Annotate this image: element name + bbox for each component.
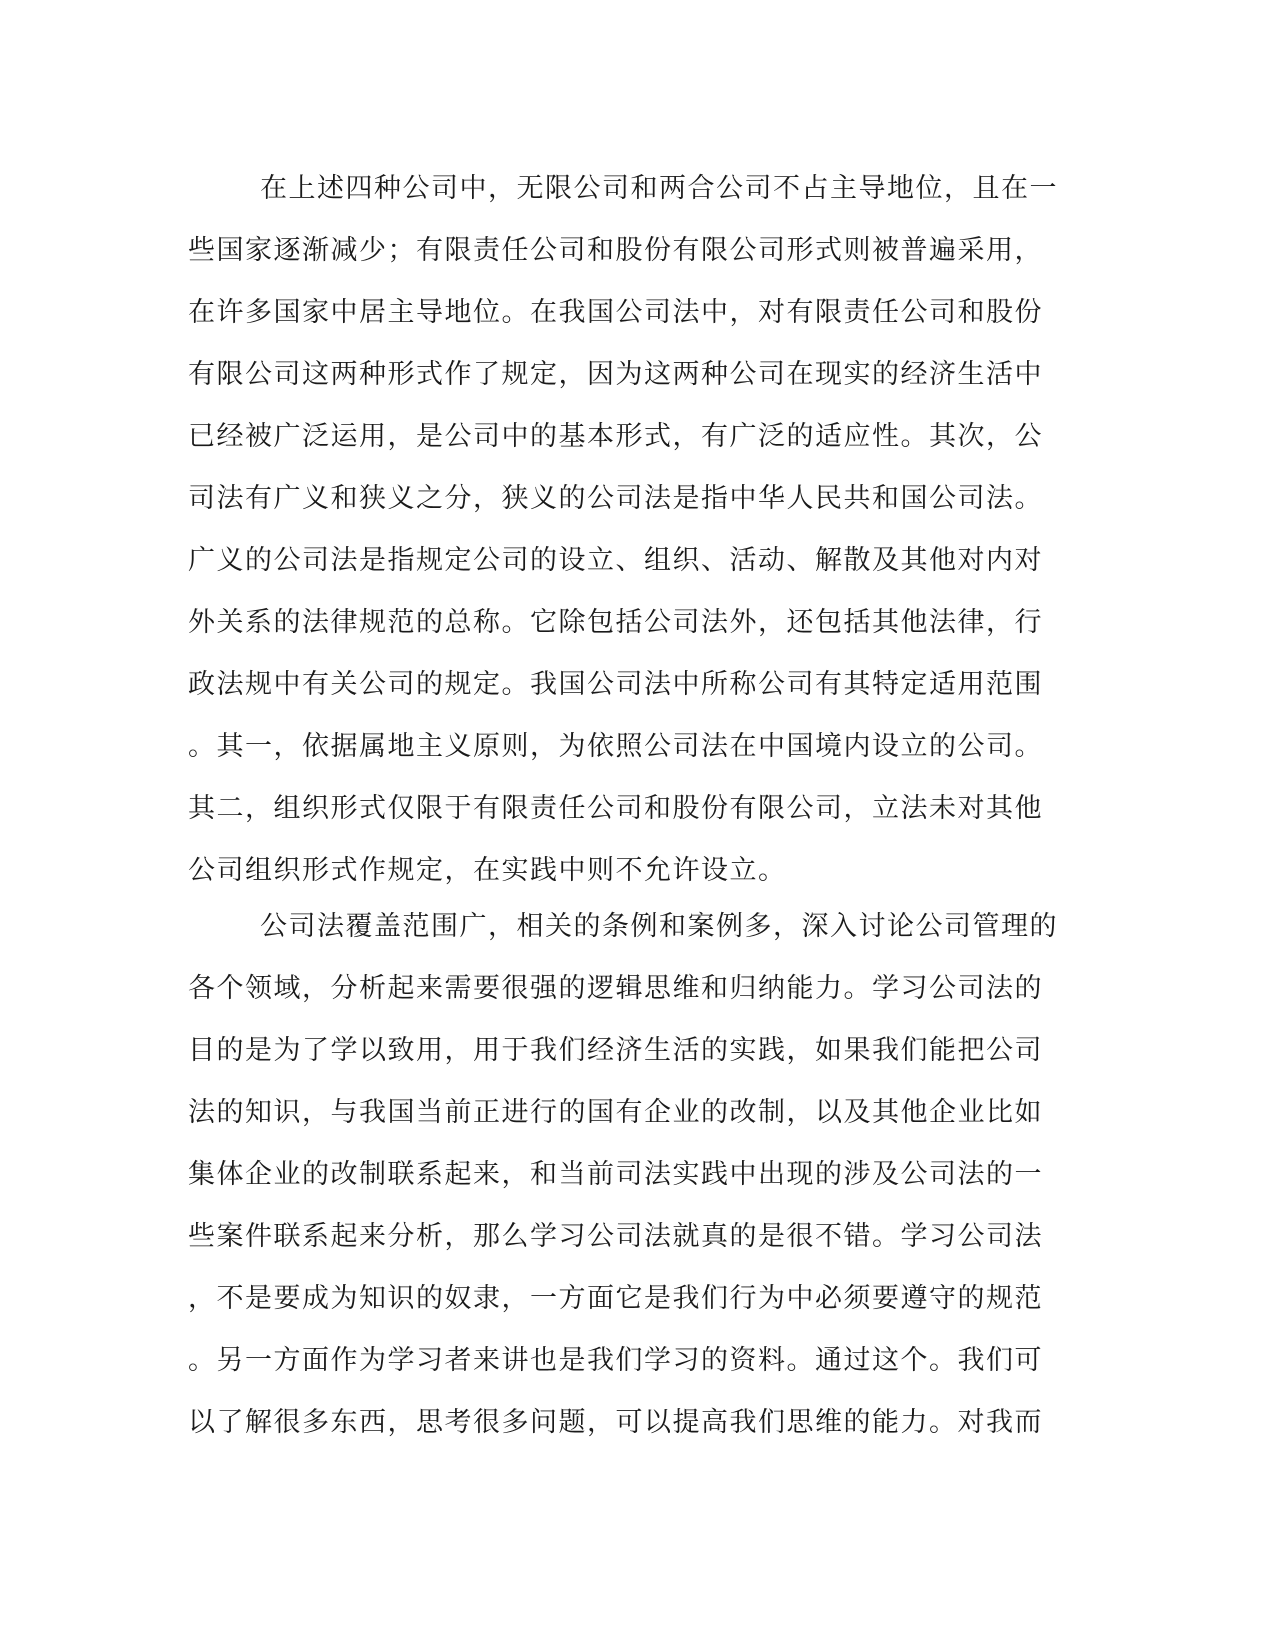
- text-line: 有限公司这两种形式作了规定，因为这两种公司在现实的经济生活中: [188, 359, 1043, 390]
- text-line: 政法规中有关公司的规定。我国公司法中所称公司有其特定适用范围: [188, 669, 1043, 700]
- paragraph-study-reflection: [188, 896, 1078, 1454]
- text-line: 公司法覆盖范围广，相关的条例和案例多，深入讨论公司管理的: [260, 911, 1058, 942]
- text-line: 些国家逐渐减少；有限责任公司和股份有限公司形式则被普遍采用，: [188, 235, 1043, 266]
- text-line: 已经被广泛运用，是公司中的基本形式，有广泛的适应性。其次，公: [188, 421, 1043, 452]
- text-line: 在许多国家中居主导地位。在我国公司法中，对有限责任公司和股份: [188, 297, 1043, 328]
- text-line: 广义的公司法是指规定公司的设立、组织、活动、解散及其他对内对: [188, 545, 1043, 576]
- text-line: ，不是要成为知识的奴隶，一方面它是我们行为中必须要遵守的规范: [188, 1283, 1043, 1314]
- text-line: 各个领域，分析起来需要很强的逻辑思维和归纳能力。学习公司法的: [188, 973, 1043, 1004]
- text-line: 公司组织形式作规定，在实践中则不允许设立。: [188, 855, 787, 886]
- text-line: 法的知识，与我国当前正进行的国有企业的改制，以及其他企业比如: [188, 1097, 1043, 1128]
- text-line: 在上述四种公司中，无限公司和两合公司不占主导地位，且在一: [260, 173, 1058, 204]
- text-line: 些案件联系起来分析，那么学习公司法就真的是很不错。学习公司法: [188, 1221, 1043, 1252]
- text-line: 外关系的法律规范的总称。它除包括公司法外，还包括其他法律，行: [188, 607, 1043, 638]
- text-line: 集体企业的改制联系起来，和当前司法实践中出现的涉及公司法的一: [188, 1159, 1043, 1190]
- text-line: 。其一，依据属地主义原则，为依照公司法在中国境内设立的公司。: [188, 731, 1043, 762]
- text-line: 。另一方面作为学习者来讲也是我们学习的资料。通过这个。我们可: [188, 1345, 1043, 1376]
- text-line: 目的是为了学以致用，用于我们经济生活的实践，如果我们能把公司: [188, 1035, 1043, 1066]
- text-line: 司法有广义和狭义之分，狭义的公司法是指中华人民共和国公司法。: [188, 483, 1043, 514]
- text-line: 以了解很多东西，思考很多问题，可以提高我们思维的能力。对我而: [188, 1407, 1043, 1438]
- paragraph-company-types: [188, 158, 1078, 902]
- text-line: 其二，组织形式仅限于有限责任公司和股份有限公司，立法未对其他: [188, 793, 1043, 824]
